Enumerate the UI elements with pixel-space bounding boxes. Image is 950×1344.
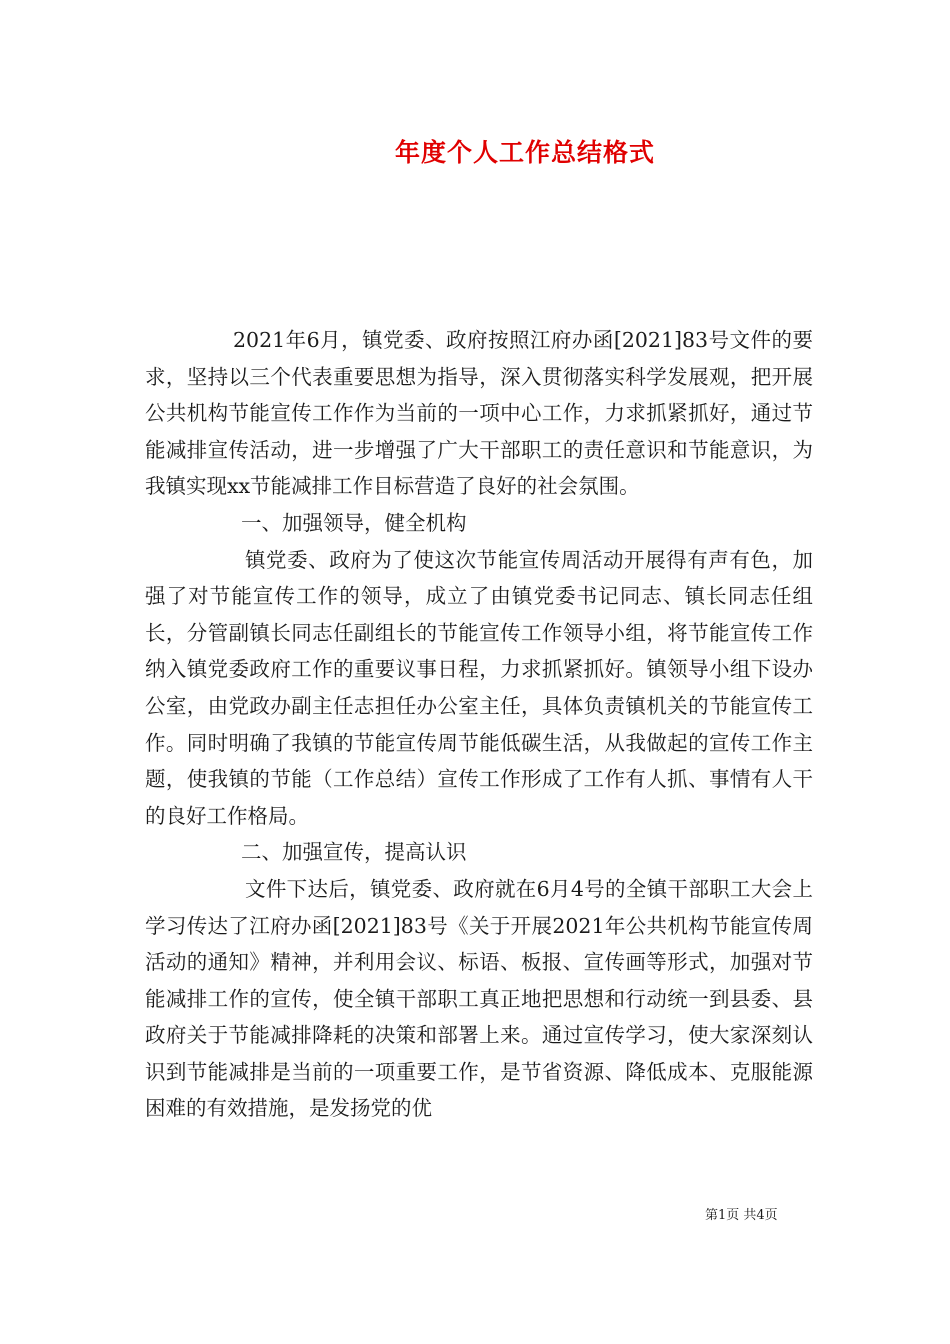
section-heading-2: 二、加强宣传，提高认识	[241, 840, 467, 865]
section-1-paragraph: 镇党委、政府为了使这次节能宣传周活动开展得有声有色，加强了对节能宣传工作的领导，成立了由镇党委书记同志、镇长同志任组长，分管副镇长同志任副组长的节能宣传工作领导小组，将节能宣传工作纳入镇党委政府工作的重要议事日程，力求抓紧抓好。镇领导小组下设办公室，由党政办副主任志担任办公室主任，具体负责镇机关的节能宣传工作。同时明确了我镇的节能宣传周节能低碳生活，从我做起的宣传工作主题，使我镇的节能（工作总结）宣传工作形成了工作有人抓、事情有人干的良好工作格局。	[145, 547, 813, 828]
intro-paragraph: 2021年6月，镇党委、政府按照江府办函[2021]83号文件的要求，坚持以三个代表重要思想为指导，深入贯彻落实科学发展观，把开展公共机构节能宣传工作作为当前的一项中心工作，力求抓紧抓好，通过节能减排宣传活动，进一步增强了广大干部职工的责任意识和节能意识，为我镇实现xx节能减排工作目标营造了良好的社会氛围。	[145, 328, 813, 499]
document-title: 年度个人工作总结格式	[394, 138, 655, 167]
section-2-paragraph: 文件下达后，镇党委、政府就在6月4号的全镇干部职工大会上学习传达了江府办函[2021]83号《关于开展2021年公共机构节能宣传周活动的通知》精神，并利用会议、标语、板报、宣传画等形式，加强对节能减排工作的宣传，使全镇干部职工真正地把思想和行动统一到县委、县政府关于节能减排降耗的决策和部署上来。通过宣传学习，使大家深刻认识到节能减排是当前的一项重要工作，是节省资源、降低成本、克服能源困难的有效措施，是发扬党的优	[145, 876, 813, 1121]
document-body	[145, 322, 813, 1127]
section-heading-1: 一、加强领导，健全机构	[241, 510, 467, 535]
page-number-footer: 第1页 共4页	[705, 1208, 778, 1223]
